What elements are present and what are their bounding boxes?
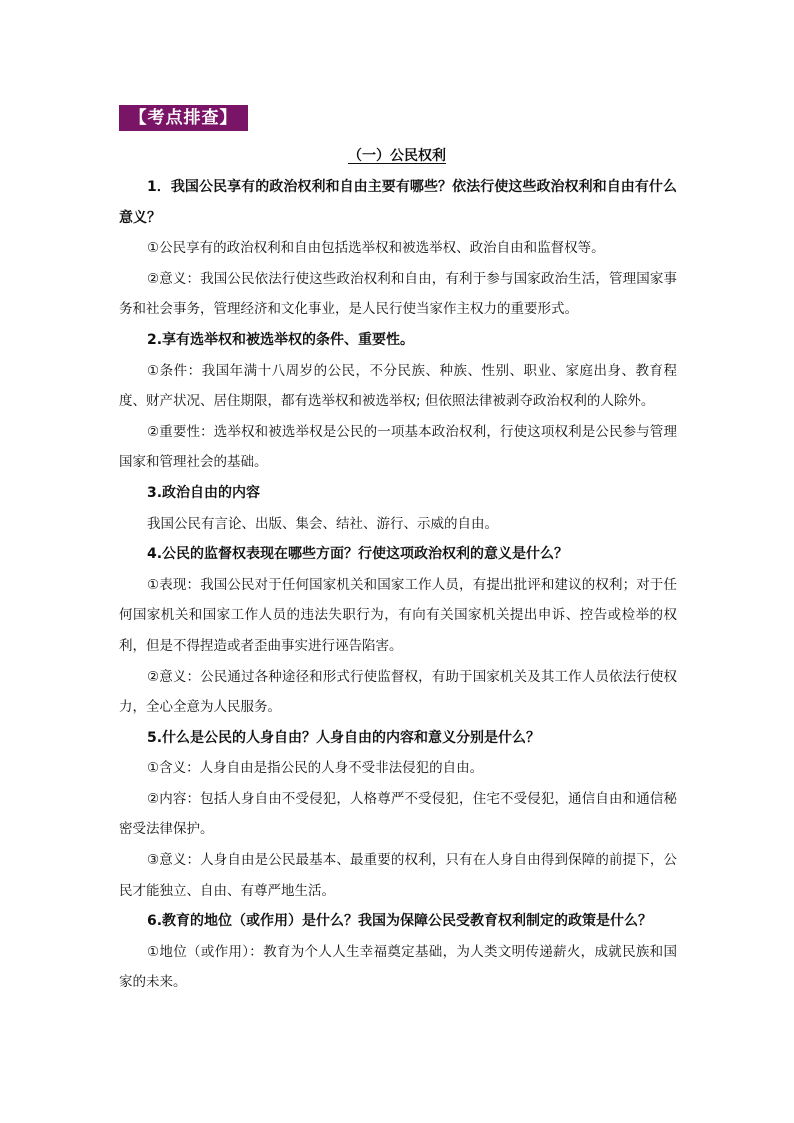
answer-5-1: ①含义：人身自由是指公民的人身不受非法侵犯的自由。: [147, 760, 484, 777]
answer-1-2: ②意义：我国公民依法行使这些政治权利和自由，有利于参与国家政治生活，管理国家事务和社会事务，管理经济和文化事业，是人民行使当家作主权力的重要形式。: [119, 270, 677, 318]
exam-points-banner: 【考点排查】: [119, 105, 248, 131]
answer-2-1: ①条件：我国年满十八周岁的公民，不分民族、种族、性别、职业、家庭出身、教育程度、财产状况、居住期限，都有选举权和被选举权; 但依照法律被剥夺政治权利的人除外。: [119, 362, 677, 410]
section-title: [0, 146, 794, 166]
section-title-text: （一）公民权利: [348, 148, 446, 164]
question-2: 2.享有选举权和被选举权的条件、重要性。: [147, 331, 415, 348]
question-5: 5.什么是公民的人身自由？人身自由的内容和意义分别是什么？: [147, 729, 541, 746]
answer-5-2: ②内容：包括人身自由不受侵犯，人格尊严不受侵犯，住宅不受侵犯，通信自由和通信秘密受法律保护。: [119, 790, 677, 838]
answer-6-1: ①地位（或作用）：教育为个人人生幸福奠定基础，为人类文明传递薪火，成就民族和国家的未来。: [119, 943, 677, 991]
document-body: [119, 172, 677, 998]
question-1: 1．我国公民享有的政治权利和自由主要有哪些？依法行使这些政治权利和自由有什么意义？: [119, 179, 677, 226]
question-3: 3.政治自由的内容: [147, 484, 261, 501]
answer-4-2: ②意义：公民通过各种途径和形式行使监督权，有助于国家机关及其工作人员依法行使权力，全心全意为人民服务。: [119, 668, 677, 716]
answer-1-1: ①公民享有的政治权利和自由包括选举权和被选举权、政治自由和监督权等。: [147, 240, 605, 257]
answer-5-3: ③意义：人身自由是公民最基本、最重要的权利，只有在人身自由得到保障的前提下，公民才能独立、自由、有尊严地生活。: [119, 852, 677, 899]
answer-4-1: ①表现：我国公民对于任何国家机关和国家工作人员，有提出批评和建议的权利；对于任何国家机关和国家工作人员的违法失职行为，有向有关国家机关提出申诉、控告或检举的权利，但是不得捏造或者歪曲事实进行诬告陷害。: [119, 576, 677, 654]
answer-2-2: ②重要性：选举权和被选举权是公民的一项基本政治权利，行使这项权利是公民参与管理国家和管理社会的基础。: [119, 423, 677, 471]
question-6: 6.教育的地位（或作用）是什么？我国为保障公民受教育权利制定的政策是什么？: [147, 913, 653, 930]
question-4: 4.公民的监督权表现在哪些方面？行使这项政治权利的意义是什么？: [147, 546, 569, 563]
answer-3-1: 我国公民有言论、出版、集会、结社、游行、示威的自由。: [147, 515, 498, 532]
